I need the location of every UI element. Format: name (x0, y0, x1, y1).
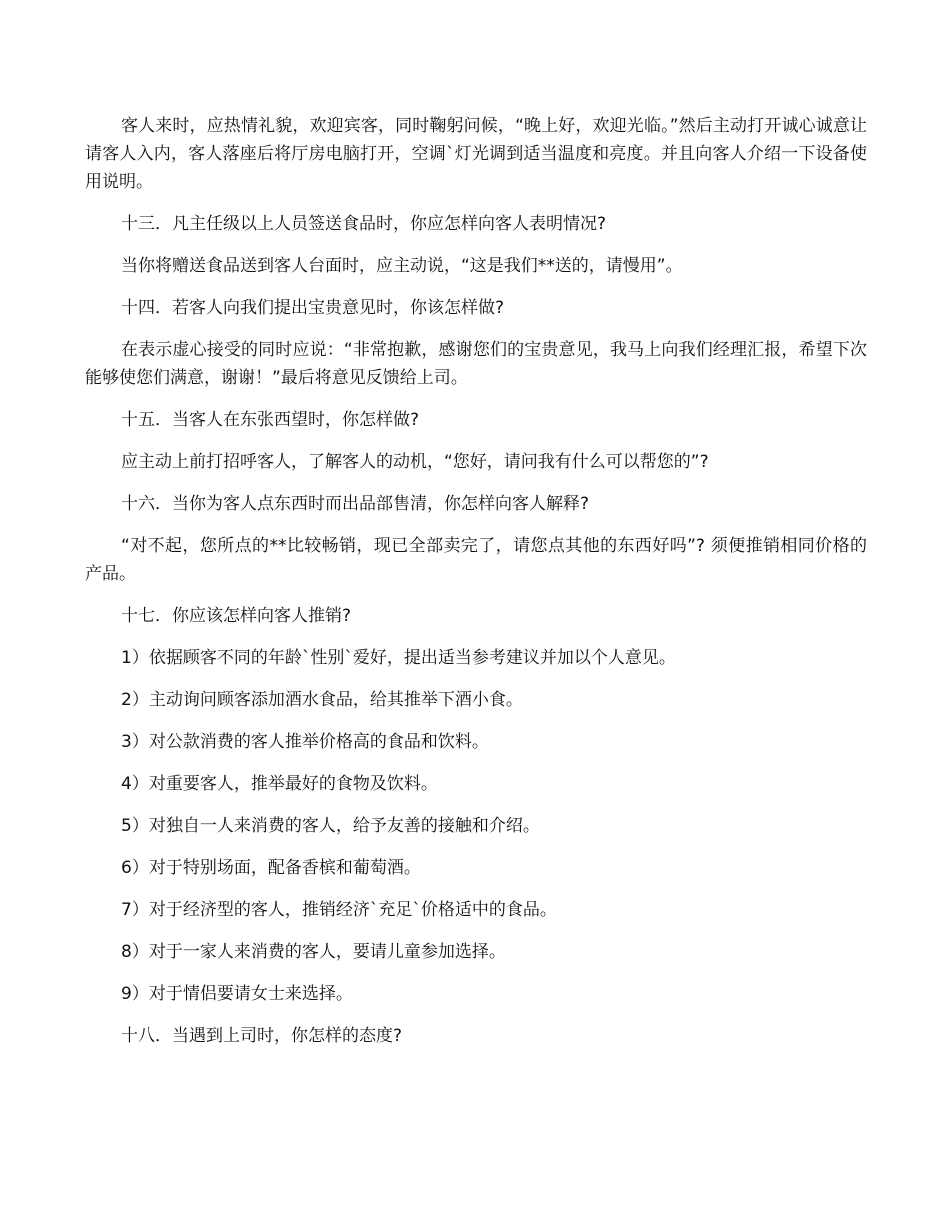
question-16: 十六．当你为客人点东西时而出品部售清，你怎样向客人解释? (121, 494, 590, 514)
answer-15: 应主动上前打招呼客人，了解客人的动机，“您好，请问我有什么可以帮您的”? (121, 452, 709, 472)
question-18: 十八．当遇到上司时，你怎样的态度? (121, 1026, 403, 1046)
answer-14: 在表示虚心接受的同时应说：“非常抱歉，感谢您们的宝贵意见，我马上向我们经理汇报，希望下次能够使您们满意，谢谢！”最后将意见反馈给上司。 (85, 340, 867, 388)
list-item-8: 8）对于一家人来消费的客人，要请儿童参加选择。 (121, 942, 506, 962)
list-item-9: 9）对于情侣要请女士来选择。 (121, 984, 353, 1004)
list-item-4: 4）对重要客人，推举最好的食物及饮料。 (121, 774, 438, 794)
question-13: 十三．凡主任级以上人员签送食品时，你应怎样向客人表明情况? (121, 214, 607, 234)
question-17: 十七．你应该怎样向客人推销? (121, 606, 352, 626)
list-item-1: 1）依据顾客不同的年龄`性别`爱好，提出适当参考建议并加以个人意见。 (121, 648, 676, 668)
list-item-6: 6）对于特别场面，配备香槟和葡萄酒。 (121, 858, 421, 878)
paragraph-greeting-guests: 客人来时，应热情礼貌，欢迎宾客，同时鞠躬问候，“晚上好，欢迎光临。”然后主动打开诚心诚意让请客人入内，客人落座后将厅房电脑打开，空调`灯光调到适当温度和亮度。并且向客人介绍一下设备使用说明。 (85, 116, 867, 192)
list-item-7: 7）对于经济型的客人，推销经济`充足`价格适中的食品。 (121, 900, 557, 920)
document-body (85, 112, 867, 1064)
list-item-3: 3）对公款消费的客人推举价格高的食品和饮料。 (121, 732, 489, 752)
answer-13: 当你将赠送食品送到客人台面时，应主动说，“这是我们**送的，请慢用”。 (121, 256, 683, 276)
list-item-2: 2）主动询问顾客添加酒水食品，给其推举下酒小食。 (121, 690, 523, 710)
question-14: 十四．若客人向我们提出宝贵意见时，你该怎样做? (121, 298, 505, 318)
question-15: 十五．当客人在东张西望时，你怎样做? (121, 410, 420, 430)
list-item-5: 5）对独自一人来消费的客人，给予友善的接触和介绍。 (121, 816, 540, 836)
answer-16: “对不起，您所点的**比较畅销，现已全部卖完了，请您点其他的东西好吗”? 须便推销相同价格的产品。 (85, 536, 867, 584)
